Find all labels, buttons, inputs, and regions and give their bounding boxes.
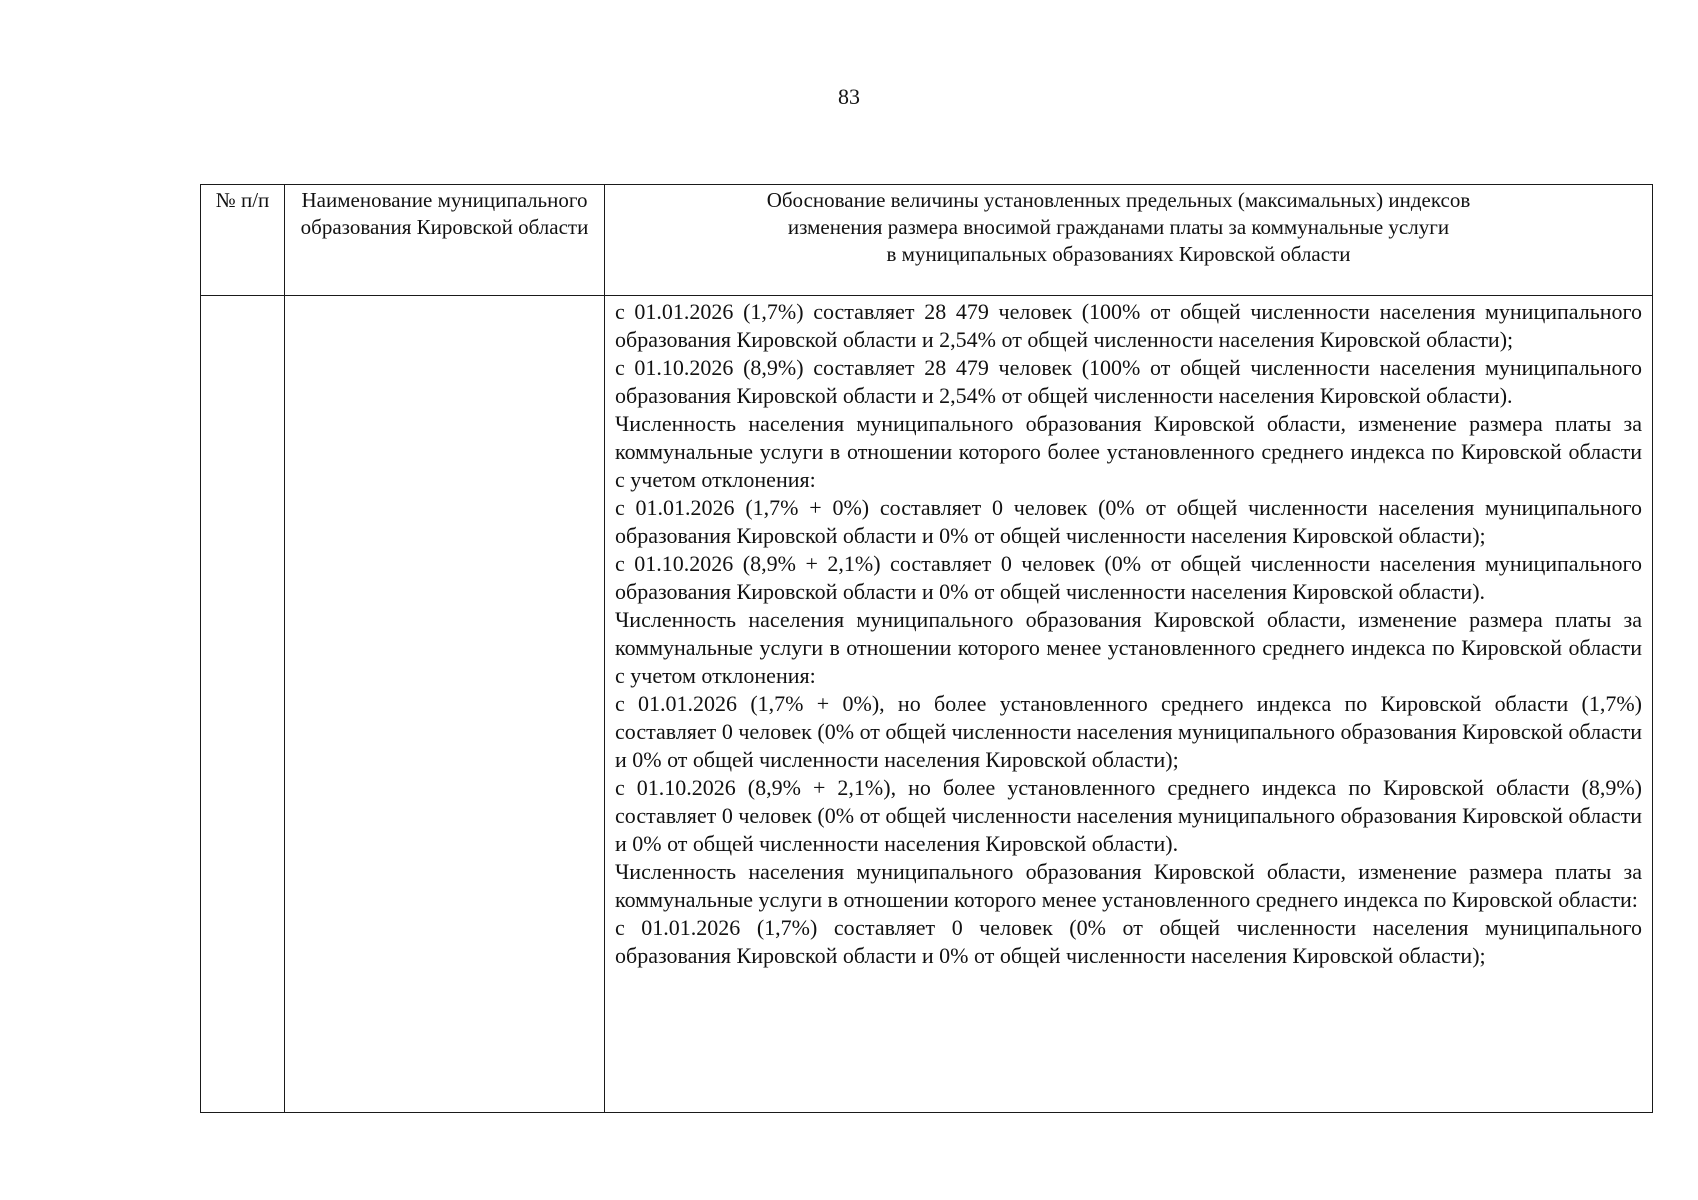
header-description-line: Обоснование величины установленных предельных (максимальных) индексов — [766, 188, 1471, 212]
description-paragraph: с 01.01.2026 (1,7%) составляет 0 человек (0% от общей численности населения муниципального образования Кировской области и 0% от общей численности населения Кировской области); — [615, 915, 1642, 968]
table-header-row — [201, 185, 1653, 296]
description-paragraph: Численность населения муниципального образования Кировской области, изменение размера платы за коммунальные услуги в отношении которого менее установленного среднего индекса по Кировской области: — [615, 859, 1642, 912]
header-description-cell — [605, 185, 1653, 296]
page-number: 83 — [838, 84, 860, 109]
description-paragraph: Численность населения муниципального образования Кировской области, изменение размера платы за коммунальные услуги в отношении которого менее установленного среднего индекса по Кировской области с учетом отклонения: — [615, 607, 1642, 688]
header-description-line: изменения размера вносимой гражданами платы за коммунальные услуги — [787, 215, 1450, 239]
description-paragraph: с 01.01.2026 (1,7% + 0%) составляет 0 человек (0% от общей численности населения муниципального образования Кировской области и 0% от общей численности населения Кировской области); — [615, 495, 1642, 548]
description-paragraph: с 01.01.2026 (1,7% + 0%), но более установленного среднего индекса по Кировской области (1,7%) составляет 0 человек (0% от общей численности населения муниципального образования Кировской области и 0% от общей численности населения Кировской области); — [615, 691, 1642, 772]
description-paragraph: с 01.10.2026 (8,9% + 2,1%) составляет 0 человек (0% от общей численности населения муниципального образования Кировской области и 0% от общей численности населения Кировской области). — [615, 551, 1642, 604]
header-name-label: Наименование муниципального образования Кировской области — [300, 188, 589, 239]
table-row — [201, 296, 1653, 1113]
row-description-cell — [605, 296, 1653, 1113]
description-paragraph: с 01.10.2026 (8,9% + 2,1%), но более установленного среднего индекса по Кировской области (8,9%) составляет 0 человек (0% от общей численности населения муниципального образования Кировской области и 0% от общей численности населения Кировской области). — [615, 775, 1642, 856]
header-description-line: в муниципальных образованиях Кировской области — [886, 242, 1351, 266]
justification-table — [200, 184, 1653, 1113]
header-name-cell — [285, 185, 605, 296]
description-paragraph: Численность населения муниципального образования Кировской области, изменение размера платы за коммунальные услуги в отношении которого более установленного среднего индекса по Кировской области с учетом отклонения: — [615, 411, 1642, 492]
header-description-label — [605, 185, 1652, 268]
description-paragraph: с 01.10.2026 (8,9%) составляет 28 479 человек (100% от общей численности населения муниципального образования Кировской области и 2,54% от общей численности населения Кировской области). — [615, 355, 1642, 408]
header-number-cell — [201, 185, 285, 296]
description-text — [605, 296, 1652, 970]
row-name-cell — [285, 296, 605, 1113]
description-paragraph: с 01.01.2026 (1,7%) составляет 28 479 человек (100% от общей численности населения муниципального образования Кировской области и 2,54% от общей численности населения Кировской области); — [615, 299, 1642, 352]
header-number-label: № п/п — [215, 188, 270, 212]
row-number-cell — [201, 296, 285, 1113]
